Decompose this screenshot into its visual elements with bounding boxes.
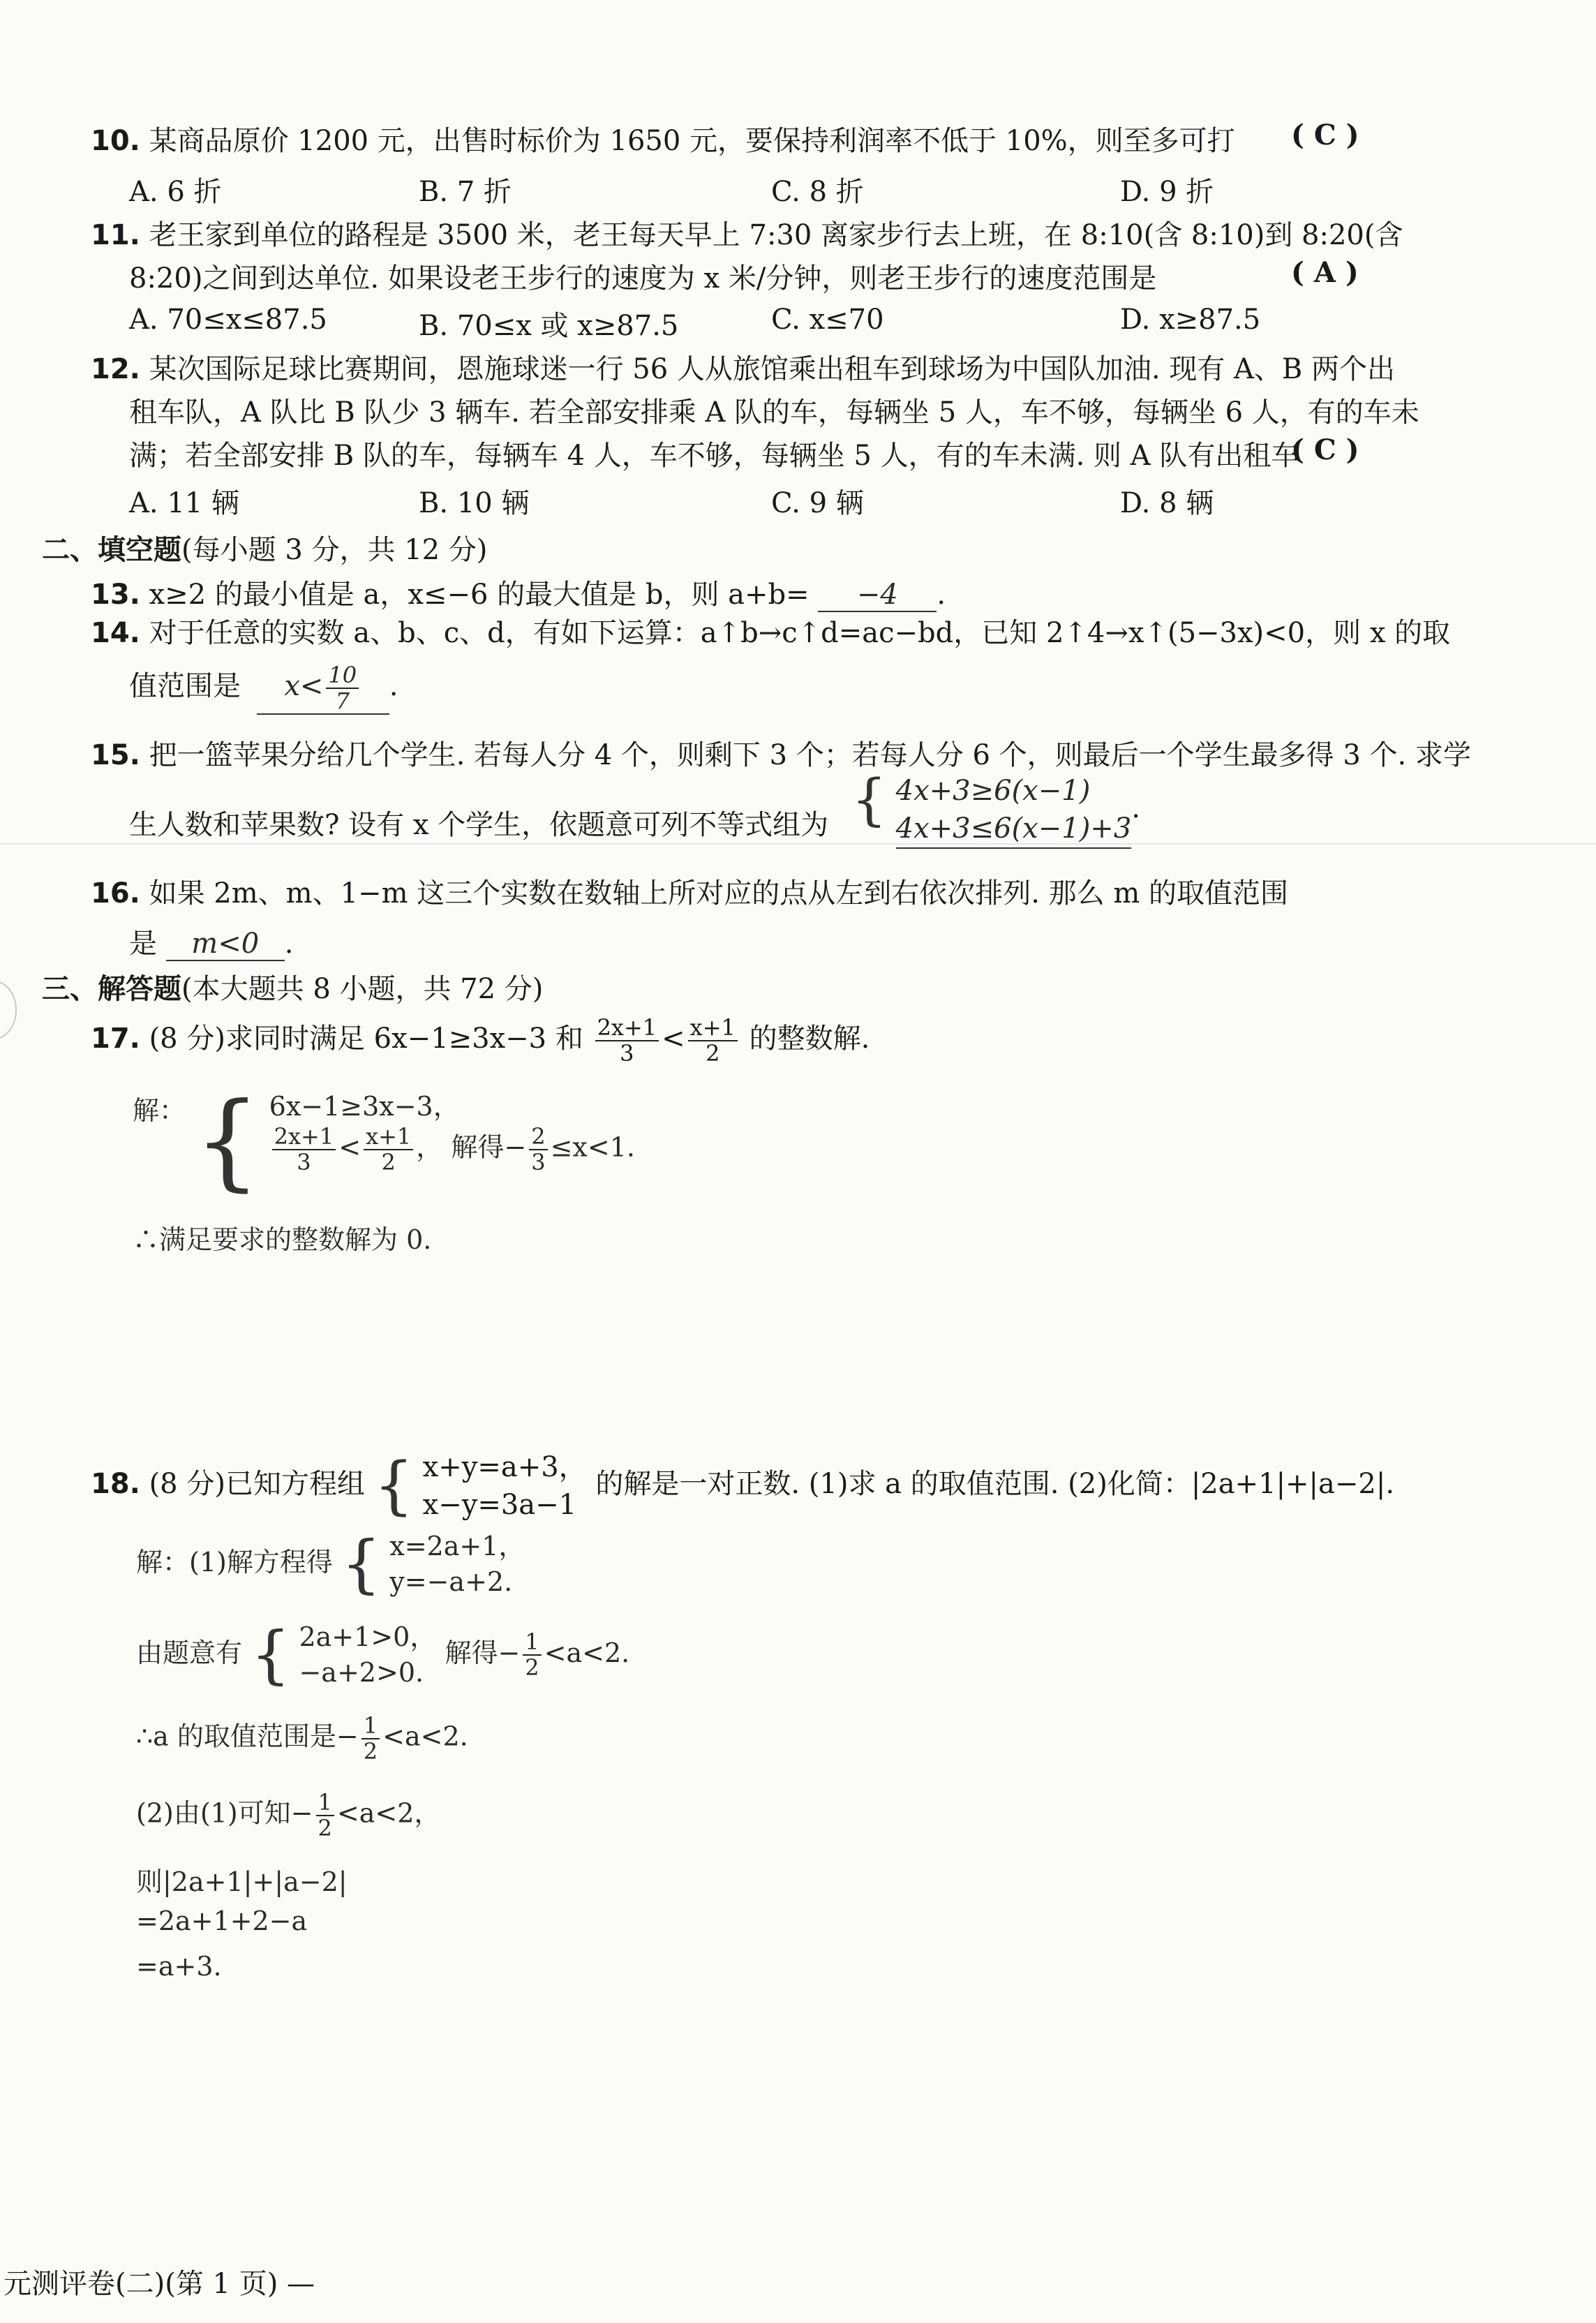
solution-system xyxy=(269,1089,635,1175)
half-fraction xyxy=(361,1714,380,1764)
equation-1: x+y=a+3， xyxy=(422,1451,587,1483)
answer-blank xyxy=(257,663,389,715)
fraction-numerator: 1 xyxy=(361,1714,380,1739)
condition-system xyxy=(299,1619,436,1691)
question-16 xyxy=(91,871,1288,911)
q18-step1 xyxy=(136,1529,525,1601)
solution-system xyxy=(389,1529,525,1601)
section-title: 三、解答题 xyxy=(42,973,181,1005)
condition-1: 2a+1>0， xyxy=(299,1621,437,1652)
question-text-line3: 满；若全部安排 B 队的车，每辆车 4 人，车不够，每辆坐 5 人，有的车未满. 则 A 队有出租车 xyxy=(129,440,1299,472)
solution-ineq-2 xyxy=(269,1125,635,1175)
option-c: C. 9 辆 xyxy=(771,487,864,519)
equation-system xyxy=(423,1448,587,1524)
inequality-list xyxy=(896,772,1132,849)
question-number: 17. xyxy=(91,1023,140,1055)
equation-2: x−y=3a−1 xyxy=(422,1489,577,1521)
inequality-2: 4x+3≤6(x−1)+3 xyxy=(895,812,1132,845)
answer-blank: −4 xyxy=(818,579,937,612)
fraction-numerator: 1 xyxy=(523,1630,541,1656)
question-text-pre: 是 xyxy=(129,928,157,960)
question-text: 某商品原价 1200 元，出售时标价为 1650 元，要保持利润率不低于 10%，则至多可打 xyxy=(149,125,1235,157)
question-text-line1: 老王家到单位的路程是 3500 米，老王每天早上 7:30 离家步行去上班，在 8:10(含 8:10)到 8:20(含 xyxy=(149,219,1403,251)
less-than: < xyxy=(338,1131,361,1163)
question-number: 16. xyxy=(91,877,140,910)
section-title: 二、填空题 xyxy=(42,534,181,566)
solution-x: x=2a+1， xyxy=(389,1531,525,1561)
fraction-denominator: 2 xyxy=(706,1040,720,1067)
result-fraction xyxy=(529,1125,547,1175)
answer-prefix: x< xyxy=(284,670,324,703)
question-14-line2 xyxy=(129,663,398,715)
question-text-line1: 如果 2m、m、1−m 这三个实数在数轴上所对应的点从左到右依次排列. 那么 m 的取值范围 xyxy=(149,877,1288,910)
step-text: (2)由(1)可知− xyxy=(136,1797,313,1829)
question-end: . xyxy=(284,928,294,960)
answer-inequality-system xyxy=(851,767,1140,849)
option-a: A. 6 折 xyxy=(129,176,222,208)
question-number: 18. xyxy=(91,1468,140,1500)
option-a: A. 70≤x≤87.5 xyxy=(129,304,327,336)
fraction-1 xyxy=(272,1125,336,1175)
fraction-denominator: 3 xyxy=(620,1040,634,1067)
fraction-denominator: 2 xyxy=(525,1654,539,1682)
solution-result: 解得− xyxy=(451,1131,527,1163)
question-text-line1: 某次国际足球比赛期间，恩施球迷一行 56 人从旅馆乘出租车到球场为中国队加油. 现有 A、B 两个出 xyxy=(149,353,1396,385)
question-text-line2: 值范围是 xyxy=(129,670,241,703)
option-c: C. 8 折 xyxy=(771,176,864,208)
fraction-denominator: 2 xyxy=(381,1149,396,1176)
question-end: . xyxy=(1131,792,1140,824)
question-14 xyxy=(91,611,1450,651)
fraction-numerator: x+1 xyxy=(688,1016,738,1041)
question-number: 14. xyxy=(91,617,140,649)
step-label: 由题意有 xyxy=(136,1637,243,1668)
question-text: (8 分)求同时满足 6x−1≥3x−3 和 xyxy=(149,1023,583,1055)
q18-step7: =a+3. xyxy=(136,1951,222,1982)
option-b: B. 7 折 xyxy=(419,176,512,208)
question-13 xyxy=(91,572,946,612)
option-a: A. 11 辆 xyxy=(129,487,239,519)
question-end: . xyxy=(389,670,398,703)
fraction-numerator: 1 xyxy=(316,1790,334,1816)
question-text-line1: 对于任意的实数 a、b、c、d，有如下运算：a↑b→c↑d=ac−bd，已知 2↑4→x↑(5−3x)<0，则 x 的取 xyxy=(149,617,1451,649)
solution-label: 解：(1)解方程得 xyxy=(136,1546,333,1578)
q18-step2 xyxy=(136,1619,629,1691)
fraction-denominator: 3 xyxy=(297,1149,311,1176)
question-number: 10. xyxy=(91,125,140,157)
option-d: D. 9 折 xyxy=(1120,176,1214,208)
step-tail: <a<2. xyxy=(382,1721,468,1752)
question-end: . xyxy=(937,579,946,611)
solution-result-tail: ≤x<1. xyxy=(550,1131,635,1163)
solution-y: y=−a+2. xyxy=(389,1566,513,1598)
fraction-numerator: 10 xyxy=(326,663,359,689)
brace: { xyxy=(251,1618,291,1692)
fraction-1 xyxy=(595,1016,659,1066)
section-note: (每小题 3 分，共 12 分) xyxy=(181,534,488,566)
question-11 xyxy=(91,213,1403,253)
fraction-2 xyxy=(364,1125,413,1175)
question-10 xyxy=(91,119,1235,158)
fraction-numerator: 2x+1 xyxy=(272,1125,336,1150)
brace: { xyxy=(341,1527,382,1601)
brace: { xyxy=(194,1081,261,1202)
answer-marker: ( A ) xyxy=(1291,256,1359,289)
scan-mark xyxy=(0,981,17,1039)
fraction-denominator: 2 xyxy=(318,1815,332,1842)
answer-marker: ( C ) xyxy=(1291,433,1359,466)
question-12 xyxy=(91,347,1395,387)
question-15 xyxy=(91,733,1471,773)
step-tail: <a<2， xyxy=(336,1797,441,1829)
fraction-numerator: 2x+1 xyxy=(595,1016,659,1041)
q17-solution xyxy=(133,1081,635,1202)
step-text: ∴a 的取值范围是− xyxy=(136,1721,359,1752)
question-16-line2 xyxy=(129,921,293,961)
fraction-numerator: x+1 xyxy=(364,1125,413,1150)
brace: { xyxy=(851,767,887,832)
option-d: D. x≥87.5 xyxy=(1120,304,1261,336)
comma: ， xyxy=(416,1131,443,1163)
condition-2: −a+2>0. xyxy=(299,1657,424,1689)
answer-blank: m<0 xyxy=(166,928,285,961)
option-d: D. 8 辆 xyxy=(1120,487,1214,519)
step-result-tail: <a<2. xyxy=(544,1637,630,1668)
scan-line xyxy=(0,843,1596,845)
q18-step4 xyxy=(136,1790,440,1841)
question-17 xyxy=(91,1016,870,1066)
solution-ineq-1: 6x−1≥3x−3， xyxy=(269,1091,460,1122)
question-number: 13. xyxy=(91,579,140,611)
less-than: < xyxy=(662,1023,685,1055)
question-text-end: 的整数解. xyxy=(749,1023,870,1055)
half-fraction xyxy=(523,1630,541,1680)
q18-step6: =2a+1+2−a xyxy=(136,1906,308,1936)
answer-marker: ( C ) xyxy=(1291,119,1359,151)
step-result: 解得− xyxy=(445,1637,521,1668)
fraction-numerator: 2 xyxy=(529,1125,547,1150)
answer-fraction xyxy=(326,663,359,713)
fraction-denominator: 2 xyxy=(363,1738,378,1765)
question-number: 12. xyxy=(91,353,140,385)
question-text: (8 分)已知方程组 xyxy=(149,1468,365,1500)
q18-step5: 则|2a+1|+|a−2| xyxy=(136,1866,348,1897)
solution-label: 解： xyxy=(133,1095,186,1126)
option-c: C. x≤70 xyxy=(771,304,884,336)
q17-conclusion: ∴满足要求的整数解为 0. xyxy=(133,1224,432,1255)
fraction-denominator: 7 xyxy=(335,688,350,715)
question-text-end: 的解是一对正数. (1)求 a 的取值范围. (2)化简：|2a+1|+|a−2|. xyxy=(595,1468,1395,1500)
question-text-line2: 生人数和苹果数? 设有 x 个学生，依题意可列不等式组为 xyxy=(129,809,829,841)
q18-step3 xyxy=(136,1714,468,1764)
fraction-denominator: 3 xyxy=(531,1149,546,1176)
inequality-1: 4x+3≥6(x−1) xyxy=(895,775,1091,807)
half-fraction xyxy=(316,1790,334,1841)
question-18 xyxy=(91,1448,1394,1524)
section-heading-solutions xyxy=(42,967,543,1007)
question-text: x≥2 的最小值是 a，x≤−6 的最大值是 b，则 a+b= xyxy=(149,579,810,611)
page-footer: 元测评卷(二)(第 1 页) — xyxy=(3,2268,315,2300)
question-number: 15. xyxy=(91,739,140,771)
option-b: B. 70≤x 或 x≥87.5 xyxy=(419,310,679,342)
section-note: (本大题共 8 小题，共 72 分) xyxy=(181,973,544,1005)
brace: { xyxy=(373,1449,414,1522)
question-text-line2: 租车队，A 队比 B 队少 3 辆车. 若全部安排乘 A 队的车，每辆坐 5 人，车不够，每辆坐 6 人，有的车未 xyxy=(129,396,1419,429)
fraction-2 xyxy=(688,1016,738,1066)
option-b: B. 10 辆 xyxy=(419,487,530,519)
section-heading-fill-in xyxy=(42,528,487,567)
question-text-line2: 8:20)之间到达单位. 如果设老王步行的速度为 x 米/分钟，则老王步行的速度范围是 xyxy=(129,262,1157,295)
question-number: 11. xyxy=(91,219,140,251)
question-text-line1: 把一篮苹果分给几个学生. 若每人分 4 个，则剩下 3 个；若每人分 6 个，则最后一个学生最多得 3 个. 求学 xyxy=(149,739,1471,771)
